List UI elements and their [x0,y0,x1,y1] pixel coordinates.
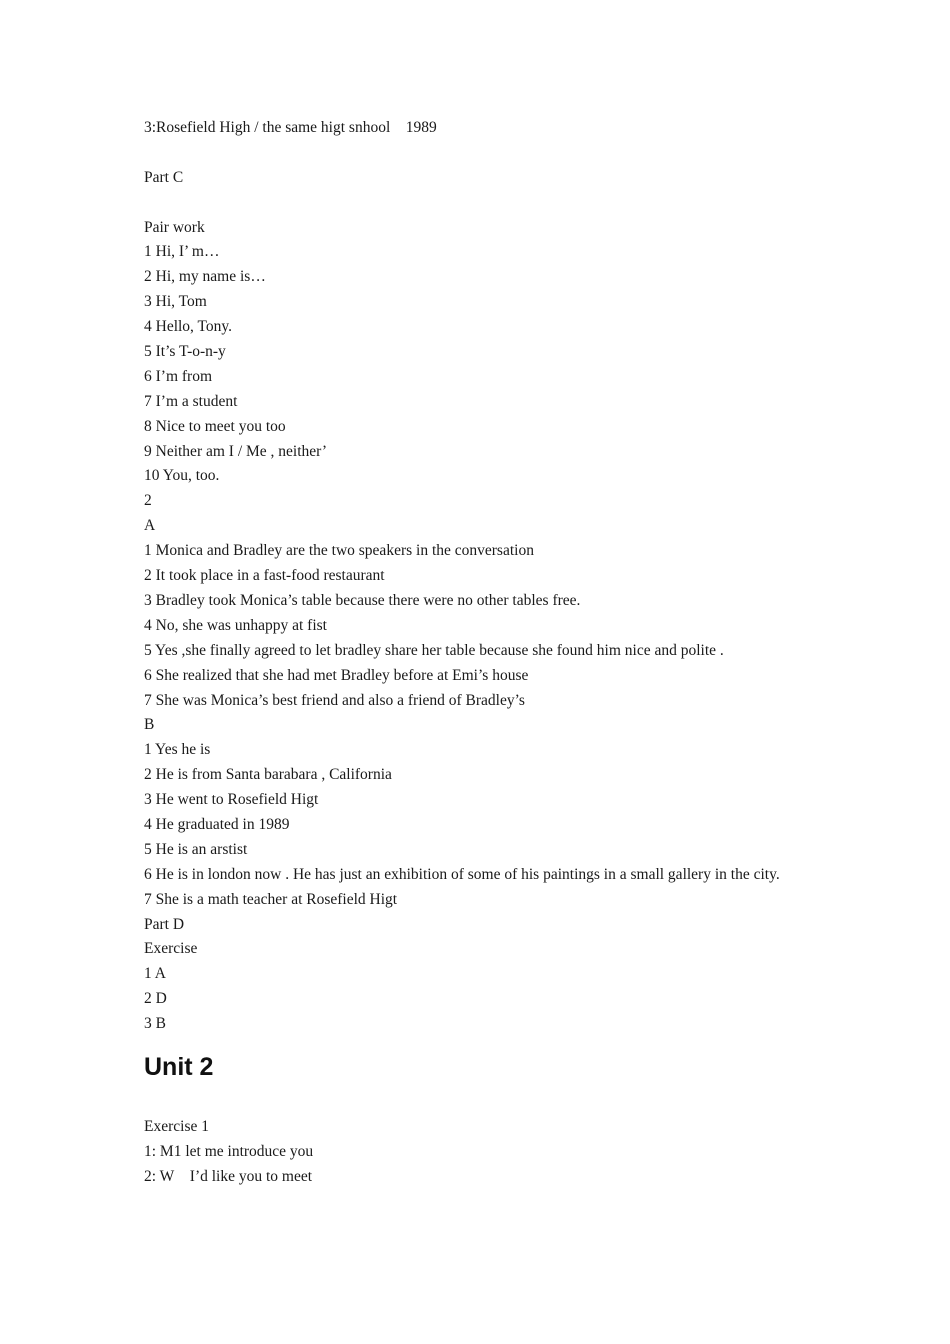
text-line: 6 She realized that she had met Bradley before at Emi’s house [144,666,529,684]
document-body [144,116,814,1190]
text-line: 7 She was Monica’s best friend and also a friend of Bradley’s [144,691,525,709]
text-line: 10 You, too. [144,467,220,485]
text-line: Exercise [144,940,198,958]
text-line: 4 Hello, Tony. [144,318,233,336]
text-line: 5 It’s T-o-n-y [144,343,226,361]
text-line: 3 Hi, Tom [144,293,207,311]
text-line: A [144,517,156,535]
text-line: 2 It took place in a fast-food restaurant [144,567,385,585]
text-line: 1: M1 let me introduce you [144,1142,314,1160]
text-line: 9 Neither am I / Me , neither’ [144,442,328,460]
unit-heading: Unit 2 [144,1052,214,1081]
blank-line [144,141,814,166]
text-line: 2 Hi, my name is… [144,268,266,286]
text-line: 5 Yes ,she finally agreed to let bradley share her table because she found him nice and polite . [144,641,724,659]
text-line: Pair work [144,218,205,236]
text-line: 4 He graduated in 1989 [144,815,290,833]
blank-line [144,191,814,216]
text-line: 1 Monica and Bradley are the two speakers in the conversation [144,542,534,560]
text-line: Part C [144,168,184,186]
text-line: 1 Yes he is [144,741,211,759]
text-line: 3 He went to Rosefield Higt [144,791,319,809]
text-line: 1 Hi, I’ m… [144,243,220,261]
text-line: 2: W I’d like you to meet [144,1167,313,1185]
text-line: 3 Bradley took Monica’s table because there were no other tables free. [144,591,581,609]
text-line: 3:Rosefield High / the same higt snhool 1989 [144,119,437,136]
text-line: 2 D [144,990,167,1008]
text-line: 8 Nice to meet you too [144,417,286,435]
text-line: 2 [144,492,152,510]
text-line: 1 A [144,965,166,983]
text-line: 2 He is from Santa barabara , California [144,766,392,784]
text-line: Exercise 1 [144,1117,209,1135]
text-line: 5 He is an arstist [144,840,248,858]
text-line: 3 B [144,1015,166,1033]
text-line: 6 He is in london now . He has just an exhibition of some of his paintings in a small gallery in the city. [144,865,780,883]
text-line: 7 She is a math teacher at Rosefield Higt [144,890,398,908]
text-line: 4 No, she was unhappy at fist [144,616,327,634]
text-line: 6 I’m from [144,367,213,385]
text-line: Part D [144,915,185,933]
text-line: 7 I’m a student [144,392,238,410]
answer-block-unit-1 [144,116,814,1037]
text-line: B [144,716,155,734]
answer-block-unit-2 [144,1115,814,1190]
